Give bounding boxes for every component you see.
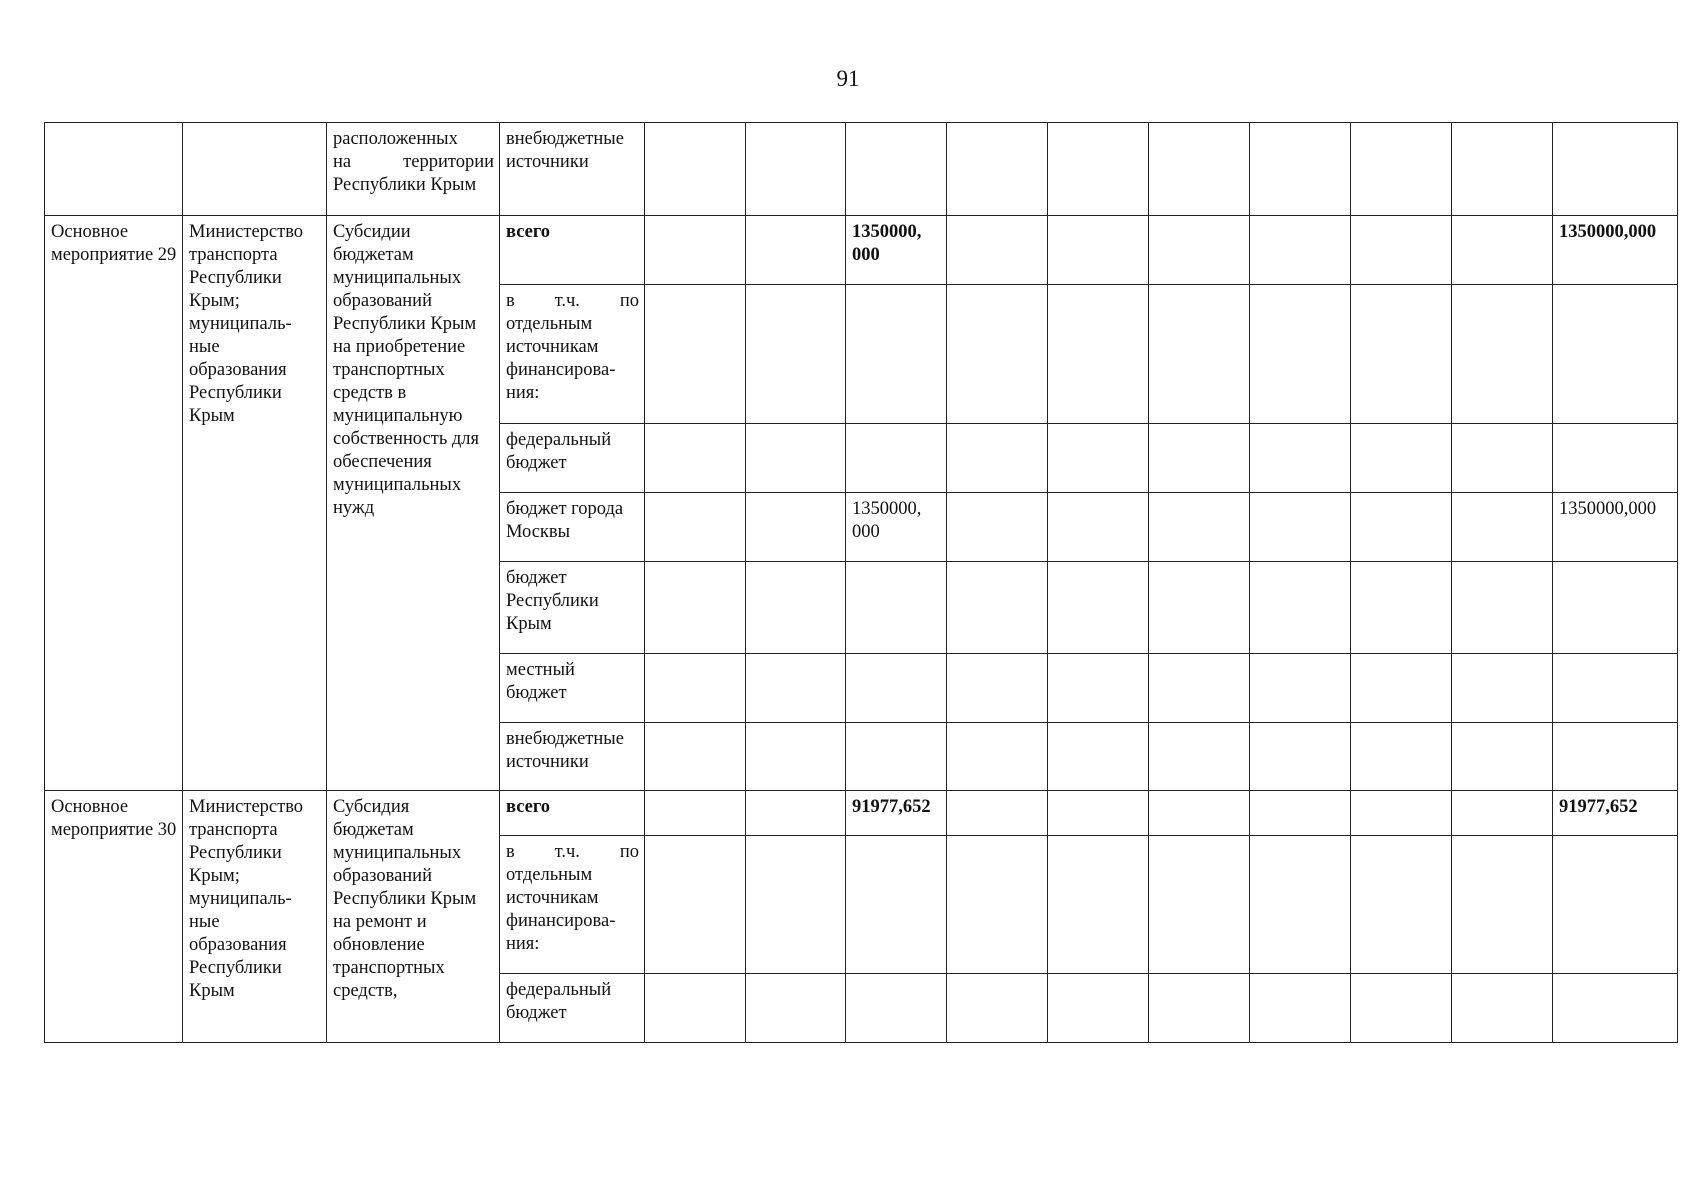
value-cell: [1250, 974, 1351, 1043]
activity-cell: [45, 123, 183, 216]
value-cell: [1351, 123, 1452, 216]
value-cell: [645, 791, 746, 836]
funding-source-cell: всего: [500, 216, 645, 285]
funding-source-cell: федеральный бюджет: [500, 424, 645, 493]
value-cell: [947, 123, 1048, 216]
value-cell: [947, 285, 1048, 424]
value-cell: [1048, 424, 1149, 493]
value-cell: [1452, 285, 1553, 424]
funding-source-cell: всего: [500, 791, 645, 836]
value-cell: [1149, 791, 1250, 836]
value-cell: [846, 285, 947, 424]
table-row: [45, 216, 1678, 285]
value-cell: [947, 424, 1048, 493]
value-cell: [846, 424, 947, 493]
value-cell: [1250, 562, 1351, 654]
value-cell: [947, 836, 1048, 974]
value-cell: [1048, 791, 1149, 836]
executor-cell: Министерство транспорта Республики Крым; муниципаль-ные образования Республики Крым: [183, 791, 327, 1043]
total-cell: 1350000,000: [1553, 493, 1678, 562]
value-cell: [1250, 216, 1351, 285]
value-cell: [1351, 424, 1452, 493]
description-cell: Субсидия бюджетам муниципальных образований Республики Крым на ремонт и обновление транспортных средств,: [327, 791, 500, 1043]
value-cell: [1351, 836, 1452, 974]
value-cell: [1149, 123, 1250, 216]
value-cell: [1149, 493, 1250, 562]
activity-cell: Основное мероприятие 29: [45, 216, 183, 791]
value-cell: [1048, 836, 1149, 974]
value-cell: [1452, 493, 1553, 562]
value-cell: [1048, 216, 1149, 285]
value-cell: [1149, 424, 1250, 493]
description-cell: расположенных на территории Республики Крым: [327, 123, 500, 216]
value-cell: [746, 791, 846, 836]
value-cell: [947, 974, 1048, 1043]
total-cell: [1553, 723, 1678, 791]
value-cell: [1250, 836, 1351, 974]
value-cell: [1452, 723, 1553, 791]
value-cell: [1149, 216, 1250, 285]
value-cell: [947, 562, 1048, 654]
value-cell: [1452, 974, 1553, 1043]
value-cell: [1149, 562, 1250, 654]
value-cell: [947, 493, 1048, 562]
funding-source-cell: в т.ч. по отдельным источникам финансирова- ния:: [500, 836, 645, 974]
value-cell: [846, 836, 947, 974]
value-cell: [1048, 123, 1149, 216]
total-cell: 1350000,000: [1553, 216, 1678, 285]
funding-source-cell: федеральный бюджет: [500, 974, 645, 1043]
value-cell: [645, 493, 746, 562]
description-cell: Субсидии бюджетам муниципальных образований Республики Крым на приобретение транспортных средств в муниципальную собственность для обеспечения муниципальных нужд: [327, 216, 500, 791]
value-cell: [645, 723, 746, 791]
value-cell: [1351, 974, 1452, 1043]
value-cell: [1351, 654, 1452, 723]
value-cell: [1452, 562, 1553, 654]
value-cell: [1149, 836, 1250, 974]
value-cell: [1048, 493, 1149, 562]
activity-cell: Основное мероприятие 30: [45, 791, 183, 1043]
value-cell: [1351, 285, 1452, 424]
value-cell: [1250, 123, 1351, 216]
value-cell: [1452, 654, 1553, 723]
total-cell: [1553, 285, 1678, 424]
value-cell: 1350000, 000: [846, 493, 947, 562]
value-cell: [947, 654, 1048, 723]
value-cell: [746, 723, 846, 791]
value-cell: [645, 285, 746, 424]
value-cell: [1250, 493, 1351, 562]
value-cell: [1149, 654, 1250, 723]
value-cell: [746, 285, 846, 424]
value-cell: [645, 974, 746, 1043]
value-cell: [1452, 424, 1553, 493]
value-cell: [846, 562, 947, 654]
value-cell: [1452, 836, 1553, 974]
executor-cell: [183, 123, 327, 216]
value-cell: [1048, 562, 1149, 654]
value-cell: [746, 562, 846, 654]
value-cell: [947, 791, 1048, 836]
value-cell: [746, 493, 846, 562]
value-cell: [1048, 654, 1149, 723]
value-cell: [1351, 216, 1452, 285]
value-cell: [947, 723, 1048, 791]
funding-source-cell: бюджет Республики Крым: [500, 562, 645, 654]
total-cell: [1553, 424, 1678, 493]
value-cell: 91977,652: [846, 791, 947, 836]
value-cell: [1048, 723, 1149, 791]
value-cell: [846, 723, 947, 791]
value-cell: [1351, 723, 1452, 791]
total-cell: [1553, 974, 1678, 1043]
value-cell: [1351, 493, 1452, 562]
value-cell: [1250, 791, 1351, 836]
funding-source-cell: местный бюджет: [500, 654, 645, 723]
value-cell: [1250, 723, 1351, 791]
table-row: [45, 791, 1678, 836]
value-cell: [1351, 562, 1452, 654]
funding-source-cell: бюджет города Москвы: [500, 493, 645, 562]
total-cell: [1553, 836, 1678, 974]
value-cell: [746, 836, 846, 974]
value-cell: [846, 654, 947, 723]
value-cell: [1149, 285, 1250, 424]
value-cell: [1351, 791, 1452, 836]
value-cell: [846, 123, 947, 216]
value-cell: [746, 654, 846, 723]
total-cell: [1553, 123, 1678, 216]
funding-source-cell: внебюджетные источники: [500, 723, 645, 791]
value-cell: [746, 216, 846, 285]
value-cell: [1149, 974, 1250, 1043]
value-cell: [1452, 791, 1553, 836]
funding-source-cell: в т.ч. по отдельным источникам финансирова- ния:: [500, 285, 645, 424]
value-cell: [645, 836, 746, 974]
value-cell: [947, 216, 1048, 285]
value-cell: [1048, 974, 1149, 1043]
page-number: 91: [836, 66, 860, 91]
total-cell: [1553, 562, 1678, 654]
financing-table: [44, 122, 1678, 1043]
value-cell: [645, 562, 746, 654]
value-cell: [746, 424, 846, 493]
total-cell: [1553, 654, 1678, 723]
value-cell: [746, 123, 846, 216]
value-cell: [846, 974, 947, 1043]
value-cell: [645, 654, 746, 723]
value-cell: [1250, 285, 1351, 424]
value-cell: [1452, 216, 1553, 285]
value-cell: [1250, 424, 1351, 493]
value-cell: [746, 974, 846, 1043]
value-cell: [1048, 285, 1149, 424]
value-cell: [645, 216, 746, 285]
value-cell: [1250, 654, 1351, 723]
value-cell: [645, 424, 746, 493]
value-cell: [1452, 123, 1553, 216]
funding-source-cell: внебюджетные источники: [500, 123, 645, 216]
value-cell: [1149, 723, 1250, 791]
value-cell: [645, 123, 746, 216]
total-cell: 91977,652: [1553, 791, 1678, 836]
value-cell: 1350000, 000: [846, 216, 947, 285]
table-row: [45, 123, 1678, 216]
executor-cell: Министерство транспорта Республики Крым; муниципаль-ные образования Республики Крым: [183, 216, 327, 791]
